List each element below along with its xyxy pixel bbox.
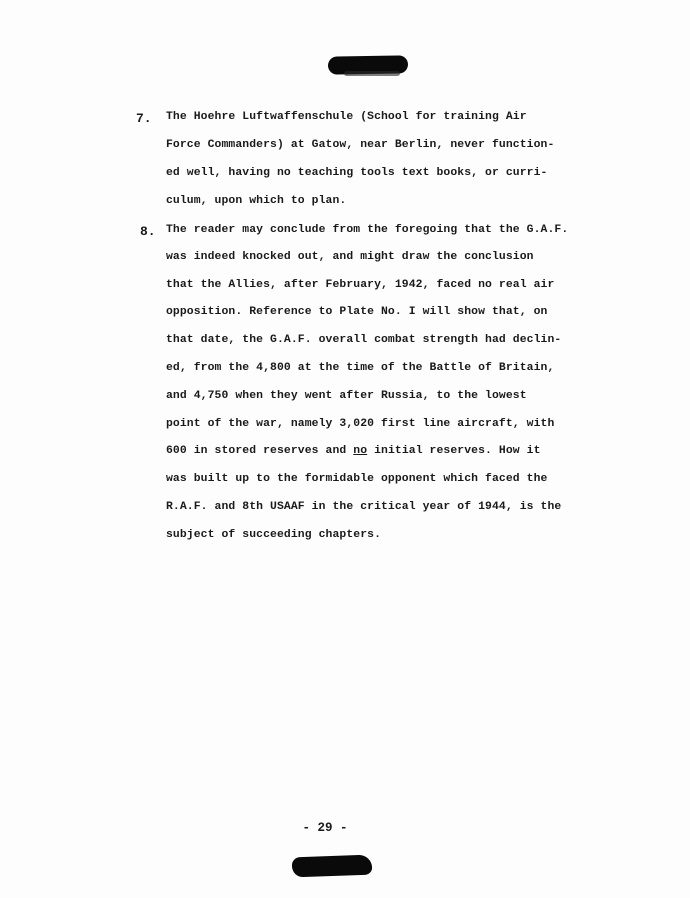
paragraph-line: point of the war, namely 3,020 first line aircraft, with [166,418,555,430]
paragraph-line: R.A.F. and 8th USAAF in the critical year of 1944, is the [166,501,562,513]
paragraph-line: Force Commanders) at Gatow, near Berlin, never function- [166,139,555,151]
paragraph-line: that date, the G.A.F. overall combat strength had declin- [166,334,562,346]
paragraph-line: culum, upon which to plan. [166,195,347,207]
paragraph-line: ed well, having no teaching tools text books, or curri- [166,167,548,179]
paragraph-number: 8. [140,224,156,239]
paragraph-line: that the Allies, after February, 1942, faced no real air [166,279,555,291]
paragraph-line: was indeed knocked out, and might draw the conclusion [166,251,534,263]
page-number: - 29 - [302,821,348,835]
paragraph-line [166,445,541,457]
paragraph-line: opposition. Reference to Plate No. I will show that, on [166,306,548,318]
paragraph-line: and 4,750 when they went after Russia, to the lowest [166,390,527,402]
redacted-classification-marking-bottom [292,855,373,878]
paragraph-number: 7. [136,111,152,126]
paragraph-line: The reader may conclude from the foregoing that the G.A.F. [166,224,569,236]
paragraph-line: was built up to the formidable opponent which faced the [166,473,548,485]
underlined-word: no [353,445,368,457]
line-text: initial reserves. How it [367,445,541,457]
paragraph-line: ed, from the 4,800 at the time of the Battle of Britain, [166,362,555,374]
paragraph-line: The Hoehre Luftwaffenschule (School for training Air [166,111,527,123]
paragraph-line: subject of succeeding chapters. [166,529,382,541]
redaction-residue-top [344,71,400,76]
line-text: 600 in stored reserves and [166,445,354,457]
